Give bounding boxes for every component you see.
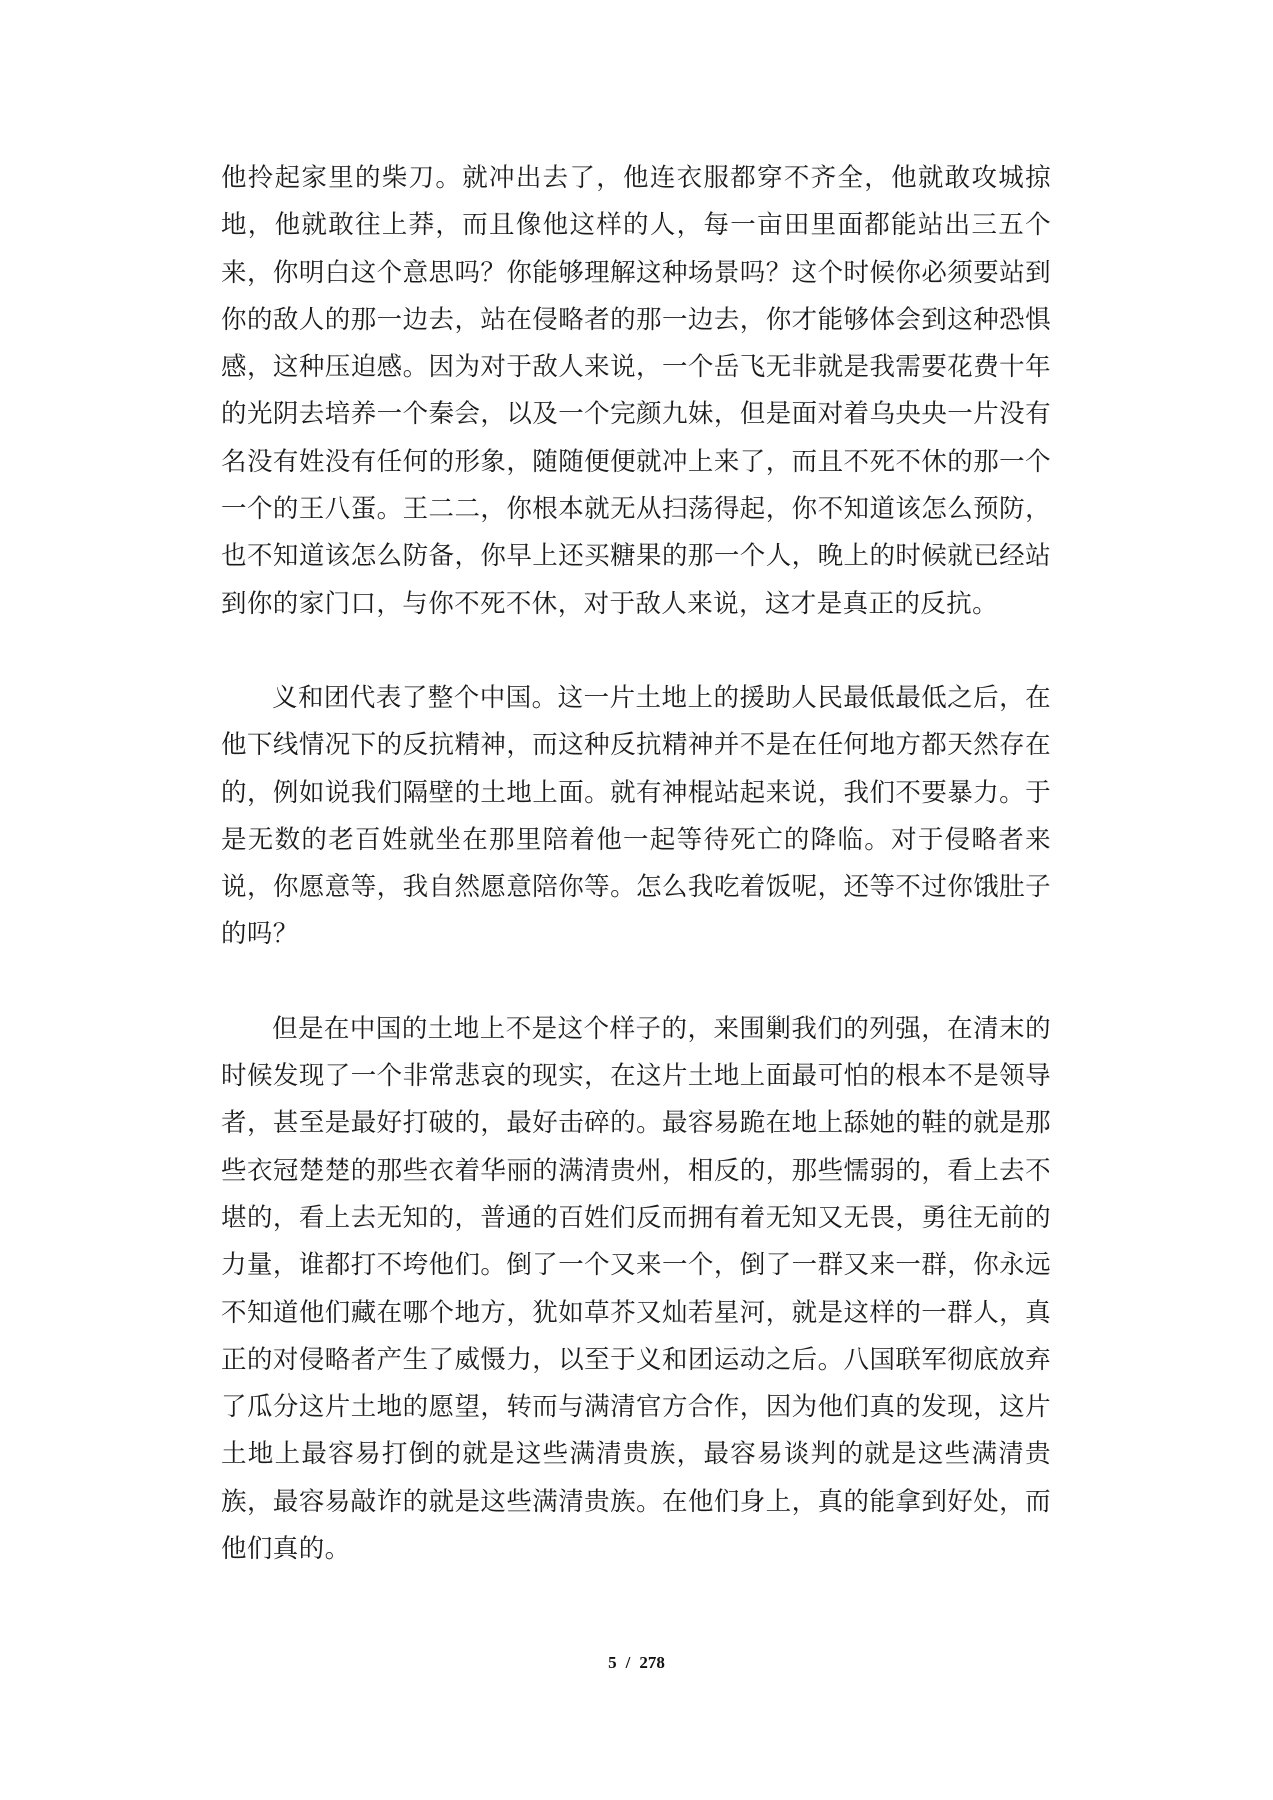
document-body bbox=[221, 155, 1051, 1573]
page-number bbox=[0, 1653, 1273, 1673]
current-page-number: 5 bbox=[608, 1653, 617, 1672]
paragraph-1: 他拎起家里的柴刀。就冲出去了，他连衣服都穿不齐全，他就敢攻城掠地，他就敢往上莽，而且像他这样的人，每一亩田里面都能站出三五个来，你明白这个意思吗？你能够理解这种场景吗？这个时候你必须要站到你的敌人的那一边去，站在侵略者的那一边去，你才能够体会到这种恐惧感，这种压迫感。因为对于敌人来说，一个岳飞无非就是我需要花费十年的光阴去培养一个秦会，以及一个完颜九妹，但是面对着乌央央一片没有名没有姓没有任何的形象，随随便便就冲上来了，而且不死不休的那一个一个的王八蛋。王二二，你根本就无从扫荡得起，你不知道该怎么预防，也不知道该怎么防备，你早上还买糖果的那一个人，晚上的时候就已经站到你的家门口，与你不死不休，对于敌人来说，这才是真正的反抗。 bbox=[221, 163, 1051, 619]
page-separator: / bbox=[625, 1653, 631, 1672]
total-pages-number: 278 bbox=[639, 1653, 665, 1672]
paragraph-3: 但是在中国的土地上不是这个样子的，来围剿我们的列强，在清末的时候发现了一个非常悲哀的现实，在这片土地上面最可怕的根本不是领导者，甚至是最好打破的，最好击碎的。最容易跪在地上舔她的鞋的就是那些衣冠楚楚的那些衣着华丽的满清贵州，相反的，那些懦弱的，看上去不堪的，看上去无知的，普通的百姓们反而拥有着无知又无畏，勇往无前的力量，谁都打不垮他们。倒了一个又来一个，倒了一群又来一群，你永远不知道他们藏在哪个地方，犹如草芥又灿若星河，就是这样的一群人，真正的对侵略者产生了威慑力，以至于义和团运动之后。八国联军彻底放弃了瓜分这片土地的愿望，转而与满清官方合作，因为他们真的发现，这片土地上最容易打倒的就是这些满清贵族，最容易谈判的就是这些满清贵族，最容易敲诈的就是这些满清贵族。在他们身上，真的能拿到好处，而他们真的。 bbox=[221, 1013, 1051, 1565]
paragraph-2: 义和团代表了整个中国。这一片土地上的援助人民最低最低之后，在他下线情况下的反抗精神，而这种反抗精神并不是在任何地方都天然存在的，例如说我们隔壁的土地上面。就有神棍站起来说，我们不要暴力。于是无数的老百姓就坐在那里陪着他一起等待死亡的降临。对于侵略者来说，你愿意等，我自然愿意陪你等。怎么我吃着饭呢，还等不过你饿肚子的吗？ bbox=[221, 682, 1051, 950]
